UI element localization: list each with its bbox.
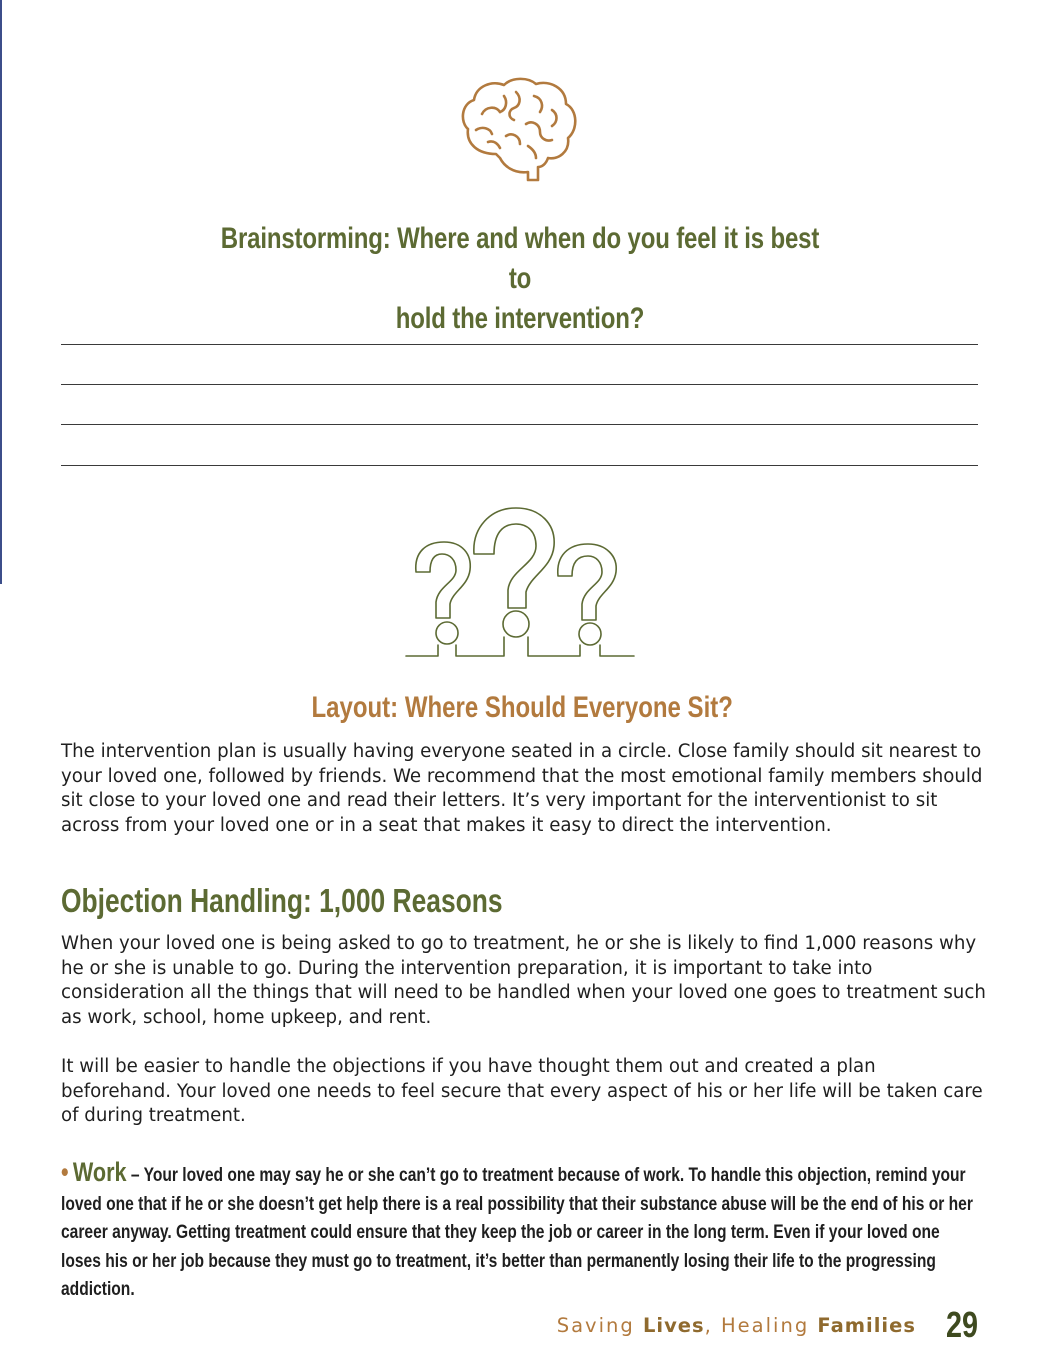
left-margin-rule: [0, 0, 2, 584]
brainstorm-title-line1: Brainstorming: Where and when do you feel it is best to: [220, 222, 820, 295]
question-marks-icon: [402, 500, 638, 660]
answer-line-3: [61, 424, 978, 425]
brain-icon: [456, 74, 582, 186]
objection-paragraph-2: It will be easier to handle the objections if you have thought them out and created a plan beforehand. Your loved one needs to feel secure that every aspect of his or her life will be taken care of during treatment.: [61, 1056, 983, 1126]
brainstorm-title: [208, 219, 832, 339]
work-bullet-item: [61, 1158, 973, 1304]
answer-line-4: [61, 465, 978, 466]
footer-tagline-healing: , Healing: [704, 1313, 818, 1337]
footer-tagline: [557, 1314, 916, 1337]
objection-paragraph-1: When your loved one is being asked to go to treatment, he or she is likely to find 1,000 reasons why he or she is unable to go. During the intervention preparation, it is important to take into consideration all the things that will need to be handled when your loved one goes to treatment such as work, school, home upkeep, and rent.: [61, 933, 986, 1028]
answer-line-1: [61, 344, 978, 345]
layout-section-title: Layout: Where Should Everyone Sit?: [311, 691, 733, 724]
answer-line-2: [61, 384, 978, 385]
objection-handling-heading: Objection Handling: 1,000 Reasons: [61, 882, 503, 919]
brainstorm-title-line2: hold the intervention?: [395, 302, 645, 335]
footer-tagline-families: Families: [817, 1313, 916, 1337]
bullet-icon: •: [61, 1157, 69, 1187]
work-label: Work: [72, 1157, 127, 1187]
work-text: – Your loved one may say he or she can’t go to treatment because of work. To handle this objection, remind your loved one that if he or she doesn’t get help there is a real possibility that their substance abuse will be the end of his or her career anyway. Getting treatment could ensure that they keep the job or career in the long term. Even if your loved one loses his or her job because they must go to treatment, it’s better than permanently losing their life to the progressing addiction.: [61, 1164, 973, 1301]
footer-tagline-saving: Saving: [556, 1313, 643, 1337]
footer-tagline-lives: Lives: [642, 1313, 705, 1337]
page-footer: [557, 1300, 978, 1350]
layout-section-body: The intervention plan is usually having everyone seated in a circle. Close family should sit nearest to your loved one, followed by friends. We recommend that the most emotional family members should sit close to your loved one and read their letters. It’s very important for the interventionist to sit across from your loved one or in a seat that makes it easy to direct the intervention.: [61, 741, 983, 836]
page-number: 29: [945, 1304, 978, 1345]
